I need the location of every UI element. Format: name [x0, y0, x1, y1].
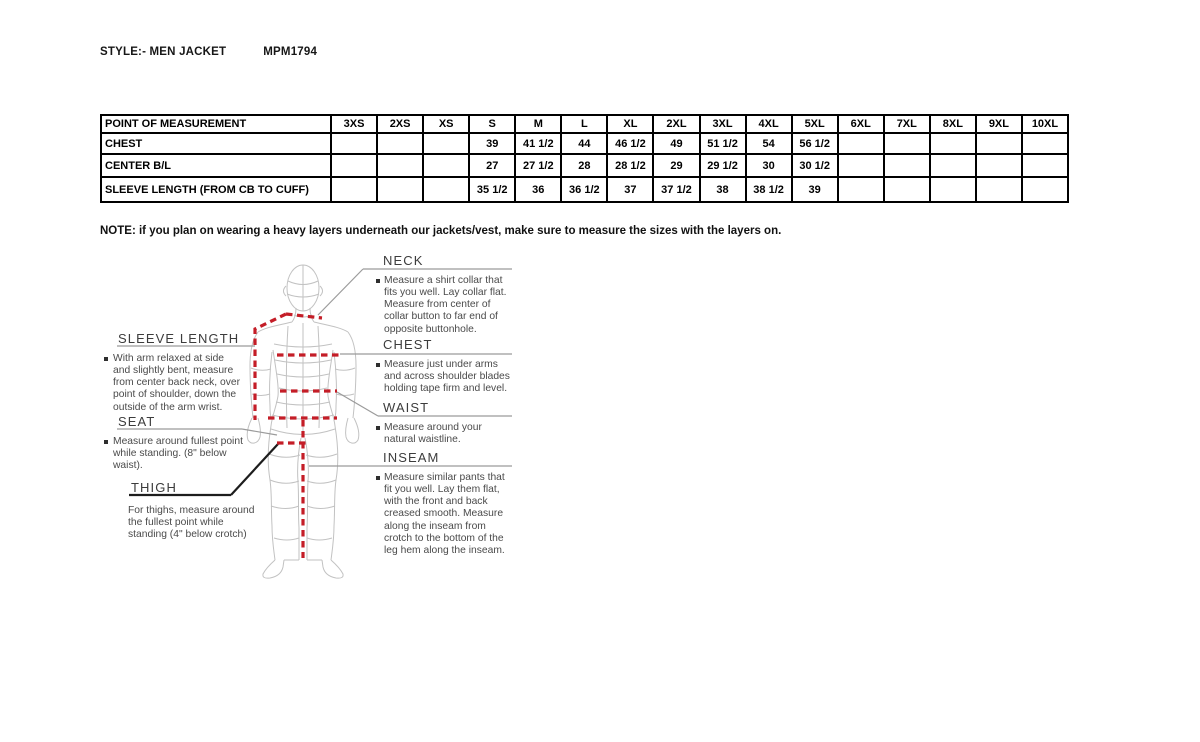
- table-row: [101, 154, 1068, 177]
- size-cell: 49: [653, 133, 699, 154]
- column-header: 9XL: [976, 115, 1022, 133]
- size-cell: [377, 177, 423, 202]
- size-cell: 38 1/2: [746, 177, 792, 202]
- chest-description: Measure just under arms and across shoulder blades holding tape firm and level.: [376, 359, 512, 395]
- column-header: L: [561, 115, 607, 133]
- size-cell: [884, 177, 930, 202]
- size-cell: [1022, 154, 1068, 177]
- size-cell: 36 1/2: [561, 177, 607, 202]
- chest-label-block: [376, 337, 512, 395]
- size-chart-table: [100, 114, 1069, 203]
- column-header: 3XL: [700, 115, 746, 133]
- column-header: XL: [607, 115, 653, 133]
- size-cell: 29: [653, 154, 699, 177]
- note-text: NOTE: if you plan on wearing a heavy layers underneath our jackets/vest, make sure to measure the sizes with the layers on.: [100, 225, 782, 237]
- size-cell: [377, 154, 423, 177]
- size-cell: [331, 154, 377, 177]
- page-title: [100, 46, 317, 58]
- size-cell: 39: [469, 133, 515, 154]
- column-header: S: [469, 115, 515, 133]
- size-cell: 27 1/2: [515, 154, 561, 177]
- size-cell: 37: [607, 177, 653, 202]
- column-header: 2XS: [377, 115, 423, 133]
- size-cell: 36: [515, 177, 561, 202]
- inseam-label-block: [376, 450, 512, 557]
- size-cell: [423, 133, 469, 154]
- size-cell: 29 1/2: [700, 154, 746, 177]
- size-cell: [423, 154, 469, 177]
- inseam-heading: INSEAM: [383, 450, 440, 465]
- size-cell: [930, 177, 976, 202]
- header-row: [101, 115, 1068, 133]
- column-header: 10XL: [1022, 115, 1068, 133]
- thigh-description: For thighs, measure around the fullest point while standing (4" below crotch): [128, 505, 255, 541]
- waist-description: Measure around your natural waistline.: [376, 422, 512, 446]
- column-header: POINT OF MEASUREMENT: [101, 115, 331, 133]
- size-cell: [838, 177, 884, 202]
- size-cell: [976, 177, 1022, 202]
- seat-description: Measure around fullest point while standing. (8" below waist).: [103, 436, 243, 472]
- column-header: XS: [423, 115, 469, 133]
- size-cell: 28: [561, 154, 607, 177]
- size-cell: [884, 154, 930, 177]
- size-cell: [331, 177, 377, 202]
- style-label: STYLE:- MEN JACKET: [100, 46, 227, 58]
- seat-label-block: [103, 414, 255, 472]
- chest-heading: CHEST: [383, 337, 433, 352]
- neck-heading: NECK: [383, 253, 424, 268]
- size-cell: [838, 133, 884, 154]
- row-label: CENTER B/L: [101, 154, 331, 177]
- column-header: 3XS: [331, 115, 377, 133]
- thigh-label-block: [128, 480, 280, 541]
- column-header: M: [515, 115, 561, 133]
- inseam-description: Measure similar pants that fit you well. Lay them flat, with the front and back creased smooth. Measure along the inseam from crotch to the bottom of the leg hem along the inseam.: [376, 472, 512, 557]
- size-cell: 35 1/2: [469, 177, 515, 202]
- size-cell: [1022, 177, 1068, 202]
- column-header: 4XL: [746, 115, 792, 133]
- column-header: 5XL: [792, 115, 838, 133]
- size-cell: [377, 133, 423, 154]
- size-cell: 30: [746, 154, 792, 177]
- size-cell: 41 1/2: [515, 133, 561, 154]
- size-cell: [838, 154, 884, 177]
- size-cell: 51 1/2: [700, 133, 746, 154]
- size-cell: 54: [746, 133, 792, 154]
- table-row: [101, 177, 1068, 202]
- waist-heading: WAIST: [383, 400, 430, 415]
- size-cell: 46 1/2: [607, 133, 653, 154]
- row-label: CHEST: [101, 133, 331, 154]
- column-header: 2XL: [653, 115, 699, 133]
- size-cell: 30 1/2: [792, 154, 838, 177]
- size-cell: 38: [700, 177, 746, 202]
- size-cell: [331, 133, 377, 154]
- waist-pointer-line: [337, 392, 378, 416]
- table-row: [101, 133, 1068, 154]
- thigh-heading: THIGH: [131, 480, 177, 495]
- size-cell: [884, 133, 930, 154]
- size-cell: [423, 177, 469, 202]
- column-header: 7XL: [884, 115, 930, 133]
- seat-heading: SEAT: [118, 414, 156, 429]
- row-label: SLEEVE LENGTH (FROM CB TO CUFF): [101, 177, 331, 202]
- neck-pointer-line: [318, 269, 363, 315]
- size-cell: [976, 154, 1022, 177]
- neck-label-block: [376, 253, 512, 336]
- size-cell: 44: [561, 133, 607, 154]
- size-cell: [1022, 133, 1068, 154]
- column-header: 8XL: [930, 115, 976, 133]
- waist-label-block: [376, 400, 512, 446]
- neck-description: Measure a shirt collar that fits you well. Lay collar flat. Measure from center of collar button to far end of opposite buttonhole.: [376, 275, 512, 336]
- size-cell: [930, 154, 976, 177]
- size-cell: 39: [792, 177, 838, 202]
- size-cell: [930, 133, 976, 154]
- size-cell: 28 1/2: [607, 154, 653, 177]
- sleeve-length-description: With arm relaxed at side and slightly bent, measure from center back neck, over point of shoulder, down the outside of the arm wrist.: [103, 353, 243, 414]
- sleeve-length-label-block: [103, 331, 255, 414]
- column-header: 6XL: [838, 115, 884, 133]
- size-cell: 27: [469, 154, 515, 177]
- measurement-diagram: [100, 248, 530, 608]
- size-cell: 37 1/2: [653, 177, 699, 202]
- style-code: MPM1794: [263, 46, 318, 58]
- sleeve-length-heading: SLEEVE LENGTH: [118, 331, 240, 346]
- size-cell: 56 1/2: [792, 133, 838, 154]
- size-cell: [976, 133, 1022, 154]
